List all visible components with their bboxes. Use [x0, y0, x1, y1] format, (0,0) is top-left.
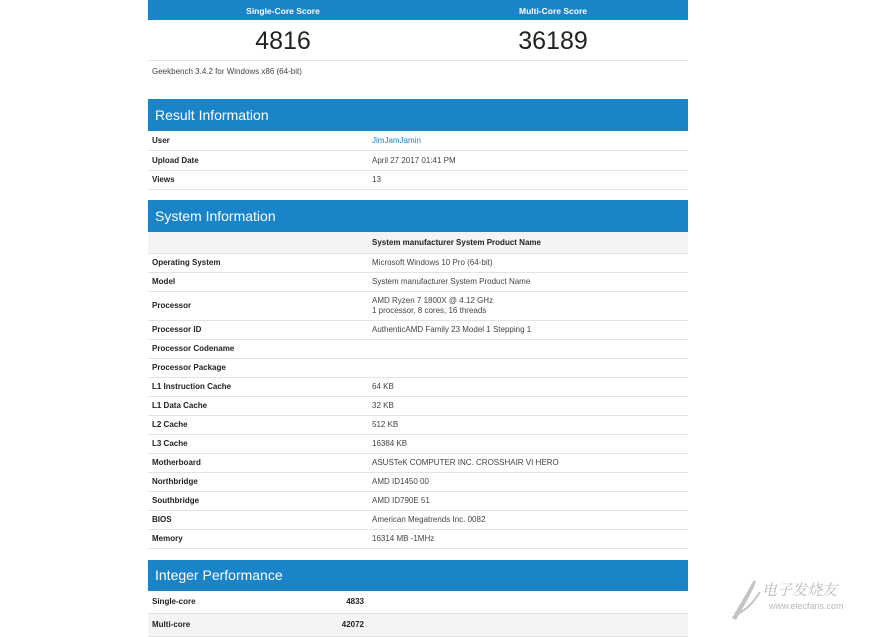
table-row [148, 171, 688, 190]
row-key: Processor Package [152, 363, 226, 372]
table-row [148, 292, 688, 321]
row-key: BIOS [152, 515, 172, 524]
single-core-score-value: 4816 [255, 27, 311, 55]
multi-core-score-label: Multi-Core Score [518, 6, 587, 16]
row-value [372, 340, 688, 358]
multi-core-score-value: 36189 [518, 27, 588, 55]
row-key: Upload Date [152, 156, 199, 165]
row-value: 512 KB [372, 420, 399, 429]
table-row [148, 492, 688, 511]
single-core-score-label: Single-Core Score [246, 6, 320, 16]
table-row [148, 614, 688, 637]
row-key: L2 Cache [152, 420, 188, 429]
table-row [148, 416, 688, 435]
row-key: Northbridge [152, 477, 198, 486]
table-row [148, 511, 688, 530]
row-value: AuthenticAMD Family 23 Model 1 Stepping 1 [372, 325, 532, 334]
table-row [148, 273, 688, 292]
table-row [148, 151, 688, 171]
system-header-value: System manufacturer System Product Name [372, 238, 541, 247]
row-key: Model [152, 277, 176, 286]
row-key: Southbridge [152, 496, 200, 505]
row-key: Motherboard [152, 458, 201, 467]
processor-cores: 1 processor, 8 cores, 16 threads [372, 306, 487, 315]
geekbench-result-page [148, 0, 688, 637]
watermark-url: www.elecfans.com [769, 601, 844, 611]
watermark-text: 电子发烧友 [762, 581, 838, 599]
row-value: April 27 2017 01:41 PM [372, 156, 456, 165]
row-value: ASUSTeK COMPUTER INC. CROSSHAIR VI HERO [372, 458, 559, 467]
integer-performance-table [148, 591, 688, 637]
row-value: 13 [372, 175, 381, 184]
row-key: Views [152, 175, 175, 184]
score-header [148, 0, 688, 20]
row-key: Multi-core [152, 620, 191, 629]
processor-name: AMD Ryzen 7 1800X @ 4.12 GHz [372, 296, 494, 305]
row-value: 42072 [341, 620, 364, 629]
row-value: AMD ID790E 51 [372, 496, 430, 505]
result-information-table [148, 131, 688, 190]
table-row [148, 591, 688, 614]
row-value: 16314 MB -1MHz [372, 534, 435, 543]
row-value: 64 KB [372, 382, 394, 391]
geekbench-version: Geekbench 3.4.2 for Windows x86 (64-bit) [152, 67, 302, 76]
table-row [148, 131, 688, 151]
row-value: 32 KB [372, 401, 394, 410]
row-key: Memory [152, 534, 183, 543]
table-row [148, 359, 688, 378]
table-row [148, 454, 688, 473]
row-value: American Megatrends Inc. 0082 [372, 515, 486, 524]
user-link[interactable]: JimJamJamin [372, 136, 421, 145]
row-key: Processor ID [152, 325, 202, 334]
row-key: L1 Instruction Cache [152, 382, 232, 391]
table-row [148, 435, 688, 454]
row-key: Processor Codename [152, 344, 235, 353]
table-row [148, 530, 688, 549]
row-key: L3 Cache [152, 439, 188, 448]
row-key: Processor [152, 301, 192, 310]
table-row [148, 254, 688, 273]
table-row [148, 378, 688, 397]
row-key: User [152, 136, 170, 145]
table-header-row [148, 232, 688, 254]
score-values [148, 20, 688, 61]
row-value: System manufacturer System Product Name [372, 277, 531, 286]
row-value: Microsoft Windows 10 Pro (64-bit) [372, 258, 493, 267]
row-value [372, 359, 688, 377]
result-information-title: Result Information [148, 99, 688, 131]
integer-performance-title: Integer Performance [148, 560, 688, 591]
row-value: AMD ID1450 00 [372, 477, 429, 486]
table-row [148, 473, 688, 492]
table-row [148, 321, 688, 340]
system-information-title: System Information [148, 200, 688, 232]
row-key: Operating System [152, 258, 221, 267]
row-value: 4833 [346, 597, 364, 606]
row-key: L1 Data Cache [152, 401, 208, 410]
system-information-table [148, 232, 688, 549]
row-key: Single-core [152, 597, 196, 606]
row-value: 16384 KB [372, 439, 408, 448]
table-row [148, 340, 688, 359]
table-row [148, 397, 688, 416]
